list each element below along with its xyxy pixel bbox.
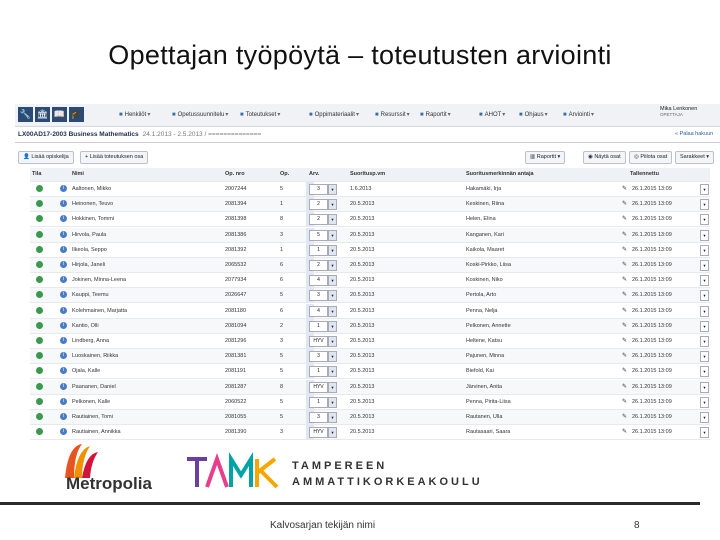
column-header[interactable]: Suoritusp.vm xyxy=(350,171,386,177)
student-name: Kolehmainen, Marjatta xyxy=(72,307,128,314)
chevron-down-icon[interactable]: ▾ xyxy=(328,275,337,286)
credits: 5 xyxy=(280,353,284,360)
row-menu-button[interactable]: ▾ xyxy=(700,245,709,256)
saved-timestamp: 26.1.2015 13:09 xyxy=(632,246,672,253)
info-icon[interactable]: i xyxy=(60,246,67,253)
tamk-name-line-1: TAMPEREEN xyxy=(292,460,388,472)
info-icon[interactable]: i xyxy=(60,215,67,222)
row-menu-button[interactable]: ▾ xyxy=(700,260,709,271)
row-menu-button[interactable]: ▾ xyxy=(700,366,709,377)
status-ok-icon xyxy=(36,413,43,420)
completion-date[interactable]: 20.5.2013 xyxy=(350,368,375,375)
reports-button[interactable]: ▥ Raportit ▾ xyxy=(525,151,565,164)
student-name: Pelkonen, Kalle xyxy=(72,398,111,405)
student-name: Ilkeola, Seppo xyxy=(72,246,107,253)
student-name: Hirjola, Janeli xyxy=(72,262,106,268)
student-number: 2081386 xyxy=(225,231,247,238)
menu-ohjaus[interactable]: ■ Ohjaus▾ xyxy=(519,112,548,118)
saved-timestamp: 26.1.2015 13:09 xyxy=(632,307,672,314)
chevron-down-icon[interactable]: ▾ xyxy=(328,260,337,271)
student-name: Kantio, Olli xyxy=(72,322,99,329)
wrench-icon[interactable]: 🔧 xyxy=(18,107,33,122)
status-ok-icon xyxy=(36,246,43,253)
status-ok-icon xyxy=(36,291,43,298)
row-menu-button[interactable]: ▾ xyxy=(700,412,709,423)
back-to-search-link[interactable]: « Palaa hakuun xyxy=(675,131,714,137)
chevron-down-icon: ▾ xyxy=(225,112,229,118)
table-row[interactable] xyxy=(30,258,710,273)
saved-timestamp: 26.1.2015 13:09 xyxy=(632,414,672,420)
student-name: Paananen, Daniel xyxy=(72,383,116,390)
student-number: 2081381 xyxy=(225,353,247,360)
grader-name[interactable]: Pelkonen, Annette xyxy=(466,322,511,329)
columns-button[interactable]: Sarakkeet ▾ xyxy=(675,151,714,164)
student-name: Ojala, Kalle xyxy=(72,368,101,375)
grader-name[interactable]: Pajunen, Minna xyxy=(466,353,505,360)
grader-name[interactable]: Heltene, Katsu xyxy=(466,338,503,344)
info-icon[interactable]: i xyxy=(60,367,67,374)
chevron-down-icon[interactable]: ▾ xyxy=(328,427,337,438)
completion-date[interactable]: 20.5.2013 xyxy=(350,429,375,436)
chevron-down-icon: ▾ xyxy=(590,112,594,118)
grader-name[interactable]: Kaikola, Maaret xyxy=(466,246,505,253)
status-ok-icon xyxy=(36,307,43,314)
table-row[interactable] xyxy=(30,243,710,258)
table-row[interactable] xyxy=(30,380,710,395)
grader-name[interactable]: Penna, Nelja xyxy=(466,307,498,314)
student-number: 2081191 xyxy=(225,368,247,375)
table-row[interactable] xyxy=(30,273,710,288)
saved-timestamp: 26.1.2015 13:09 xyxy=(632,322,672,329)
pencil-icon[interactable]: ✎ xyxy=(622,322,628,329)
row-menu-button[interactable]: ▾ xyxy=(700,351,709,362)
chevron-down-icon[interactable]: ▾ xyxy=(328,184,337,195)
credits: 6 xyxy=(280,262,284,268)
grader-name[interactable]: Järvinen, Anita xyxy=(466,383,503,390)
top-navigation-bar xyxy=(15,104,720,127)
row-menu-button[interactable]: ▾ xyxy=(700,230,709,241)
info-icon[interactable]: i xyxy=(60,291,67,298)
status-ok-icon xyxy=(36,367,43,374)
student-number: 2081180 xyxy=(225,307,247,314)
chevron-down-icon[interactable]: ▾ xyxy=(328,306,337,317)
grader-name[interactable]: Helen, Elina xyxy=(466,216,496,223)
completion-date[interactable]: 20.5.2013 xyxy=(350,307,375,314)
pencil-icon[interactable]: ✎ xyxy=(622,292,628,299)
completion-date[interactable]: 20.5.2013 xyxy=(350,231,375,238)
student-number: 2081394 xyxy=(225,201,247,208)
credits: 5 xyxy=(280,368,284,375)
grade-select[interactable]: 1 xyxy=(309,397,328,408)
add-student-button[interactable]: 👤 Lisää opiskelija xyxy=(18,151,74,164)
credits: 5 xyxy=(280,186,284,192)
grade-select[interactable]: HYV xyxy=(309,336,328,347)
table-row[interactable] xyxy=(30,425,710,440)
info-icon[interactable]: i xyxy=(60,337,67,344)
saved-timestamp: 26.1.2015 13:09 xyxy=(632,277,672,284)
row-menu-button[interactable]: ▾ xyxy=(700,427,709,438)
grader-name[interactable]: Kanganen, Kari xyxy=(466,231,504,238)
info-icon[interactable]: i xyxy=(60,398,67,405)
course-dates: 24.1.2013 - 2.5.2013 / ============== xyxy=(142,131,262,138)
grade-select[interactable]: 1 xyxy=(309,245,328,256)
pencil-icon[interactable]: ✎ xyxy=(622,307,628,314)
credits: 6 xyxy=(280,277,284,284)
user-name: Mika Lenkonen xyxy=(660,106,698,112)
credits: 8 xyxy=(280,216,284,223)
column-header[interactable]: Tila xyxy=(32,171,42,177)
implementation-icon: ■ xyxy=(240,112,244,118)
chevron-down-icon: ▾ xyxy=(355,112,359,118)
grade-select[interactable]: 2 xyxy=(309,214,328,225)
completion-date[interactable]: 20.5.2013 xyxy=(350,216,375,223)
credits: 6 xyxy=(280,307,284,314)
course-heading xyxy=(18,131,261,138)
student-name: Aaltonen, Mikko xyxy=(72,186,112,192)
table-row[interactable] xyxy=(30,364,710,379)
divider xyxy=(15,142,720,143)
student-name: Hokkinen, Tommi xyxy=(72,216,115,223)
credits: 3 xyxy=(280,338,284,344)
status-ok-icon xyxy=(36,200,43,207)
table-row[interactable] xyxy=(30,395,710,410)
row-menu-button[interactable]: ▾ xyxy=(700,306,709,317)
hide-parts-button[interactable]: ◎ Piilota osat xyxy=(629,151,672,164)
chevron-down-icon[interactable]: ▾ xyxy=(328,336,337,347)
row-menu-button[interactable]: ▾ xyxy=(700,290,709,301)
credits: 1 xyxy=(280,246,284,253)
column-header[interactable]: Tallennettu xyxy=(630,171,659,177)
credits: 3 xyxy=(280,429,284,436)
info-icon[interactable]: i xyxy=(60,322,67,329)
guidance-icon: ■ xyxy=(519,112,523,118)
chevron-down-icon[interactable]: ▾ xyxy=(328,230,337,241)
chevron-down-icon[interactable]: ▾ xyxy=(328,321,337,332)
column-header[interactable]: Op. nro xyxy=(225,171,245,177)
metropolia-wordmark: Metropolia xyxy=(66,474,152,493)
completion-date[interactable]: 1.6.2013 xyxy=(350,186,372,192)
menu-toteutukset[interactable]: ■ Toteutukset▾ xyxy=(240,112,281,118)
student-name: Kauppi, Teemu xyxy=(72,292,109,299)
pencil-icon[interactable]: ✎ xyxy=(622,277,628,284)
student-number: 2060522 xyxy=(225,398,247,405)
tamk-logo xyxy=(185,455,285,495)
status-ok-icon xyxy=(36,276,43,283)
footer-divider xyxy=(0,502,700,505)
info-icon[interactable]: i xyxy=(60,428,67,435)
menu-henkilöt[interactable]: ■ Henkilöt▾ xyxy=(119,112,151,118)
plus-icon: + xyxy=(85,154,90,160)
row-menu-button[interactable]: ▾ xyxy=(700,214,709,225)
grade-select[interactable]: 1 xyxy=(309,366,328,377)
graduation-icon[interactable]: 🎓 xyxy=(69,107,84,122)
student-number: 2081398 xyxy=(225,216,247,223)
completion-date[interactable]: 20.5.2013 xyxy=(350,246,375,253)
grader-name[interactable]: Keskinen, Riina xyxy=(466,201,505,208)
saved-timestamp: 26.1.2015 13:09 xyxy=(632,186,672,192)
status-ok-icon xyxy=(36,383,43,390)
completion-date[interactable]: 20.5.2013 xyxy=(350,262,375,268)
student-name: Luoskainen, Riikka xyxy=(72,353,119,360)
chevron-down-icon[interactable]: ▾ xyxy=(328,214,337,225)
chevron-down-icon: ▾ xyxy=(406,112,410,118)
grader-name[interactable]: Biefold, Kai xyxy=(466,368,494,375)
saved-timestamp: 26.1.2015 13:09 xyxy=(632,338,672,344)
resources-icon: ■ xyxy=(375,112,379,118)
grade-select[interactable]: 2 xyxy=(309,199,328,210)
student-name: Rautiainen, Tomi xyxy=(72,414,113,420)
info-icon[interactable]: i xyxy=(60,413,67,420)
credits: 3 xyxy=(280,231,284,238)
user-info[interactable] xyxy=(660,106,718,124)
eye-icon: ◉ xyxy=(588,154,595,160)
grader-name[interactable]: Pertola, Arto xyxy=(466,292,497,299)
table-header xyxy=(30,168,710,182)
building-icon[interactable]: 🏛 xyxy=(35,107,50,122)
curriculum-icon: ■ xyxy=(172,112,176,118)
menu-arviointi[interactable]: ■ Arviointi▾ xyxy=(563,112,594,118)
completion-date[interactable]: 20.5.2013 xyxy=(350,353,375,360)
info-icon[interactable]: i xyxy=(60,276,67,283)
chevron-down-icon[interactable]: ▾ xyxy=(328,245,337,256)
tamk-mark-icon xyxy=(185,455,285,491)
column-header[interactable]: Arv. xyxy=(309,171,320,177)
saved-timestamp: 26.1.2015 13:09 xyxy=(632,353,672,360)
credits: 2 xyxy=(280,322,284,329)
status-ok-icon xyxy=(36,231,43,238)
pencil-icon[interactable]: ✎ xyxy=(622,429,628,436)
row-menu-button[interactable]: ▾ xyxy=(700,184,709,195)
grade-select[interactable]: 3 xyxy=(309,290,328,301)
chevron-down-icon[interactable]: ▾ xyxy=(328,366,337,377)
menu-resurssit[interactable]: ■ Resurssit▾ xyxy=(375,112,410,118)
saved-timestamp: 26.1.2015 13:09 xyxy=(632,216,672,223)
student-number: 2081094 xyxy=(225,322,247,329)
row-menu-button[interactable]: ▾ xyxy=(700,275,709,286)
menu-raportit[interactable]: ■ Raportit▾ xyxy=(420,112,451,118)
student-number: 2026647 xyxy=(225,292,247,299)
pencil-icon[interactable]: ✎ xyxy=(622,368,628,375)
credits: 5 xyxy=(280,414,284,420)
status-ok-icon xyxy=(36,322,43,329)
menu-ahot[interactable]: ■ AHOT▾ xyxy=(479,112,506,118)
saved-timestamp: 26.1.2015 13:09 xyxy=(632,429,672,436)
student-number: 2081392 xyxy=(225,246,247,253)
pencil-icon[interactable]: ✎ xyxy=(622,246,628,253)
show-parts-button[interactable]: ◉ Näytä osat xyxy=(583,151,626,164)
grading-icon: ■ xyxy=(563,112,567,118)
saved-timestamp: 26.1.2015 13:09 xyxy=(632,262,672,268)
chevron-down-icon[interactable]: ▾ xyxy=(328,412,337,423)
grade-select[interactable]: 3 xyxy=(309,351,328,362)
chevron-down-icon: ▾ xyxy=(704,154,710,160)
row-menu-button[interactable]: ▾ xyxy=(700,199,709,210)
student-name: Rautiainen, Annikka xyxy=(72,429,121,436)
column-header[interactable]: Op. xyxy=(280,171,290,177)
student-number: 2077934 xyxy=(225,277,247,284)
chevron-down-icon[interactable]: ▾ xyxy=(328,351,337,362)
completion-date[interactable]: 20.5.2013 xyxy=(350,338,375,344)
chevron-down-icon: ▾ xyxy=(502,112,506,118)
menu-oppimateriaalit[interactable]: ■ Oppimateriaalit▾ xyxy=(309,112,359,118)
credits: 1 xyxy=(280,201,284,208)
pencil-icon[interactable]: ✎ xyxy=(622,414,628,420)
completion-date[interactable]: 20.5.2013 xyxy=(350,292,375,299)
student-name: Heinonen, Teuvo xyxy=(72,201,114,208)
tamk-name-line-2: AMMATTIKORKEAKOULU xyxy=(292,476,483,488)
reports-icon: ■ xyxy=(420,112,424,118)
completion-date[interactable]: 20.5.2013 xyxy=(350,322,375,329)
table-row[interactable] xyxy=(30,288,710,303)
completion-date[interactable]: 20.5.2013 xyxy=(350,414,375,420)
slide-title: Opettajan työpöytä – toteutusten arviointi xyxy=(108,40,612,70)
saved-timestamp: 26.1.2015 13:09 xyxy=(632,231,672,238)
pencil-icon[interactable]: ✎ xyxy=(622,353,628,360)
ahot-icon: ■ xyxy=(479,112,483,118)
saved-timestamp: 26.1.2015 13:09 xyxy=(632,398,672,405)
chevron-down-icon: ▾ xyxy=(447,112,451,118)
chevron-down-icon[interactable]: ▾ xyxy=(328,382,337,393)
grade-select[interactable]: 5 xyxy=(309,230,328,241)
table-row[interactable] xyxy=(30,334,710,349)
materials-icon: ■ xyxy=(309,112,313,118)
table-row[interactable] xyxy=(30,319,710,334)
table-row[interactable] xyxy=(30,182,710,197)
info-icon[interactable]: i xyxy=(60,383,67,390)
status-ok-icon xyxy=(36,215,43,222)
pencil-icon[interactable]: ✎ xyxy=(622,216,628,223)
grader-name[interactable]: Koski-Pirkko, Liisa xyxy=(466,262,511,268)
chevron-down-icon: ▾ xyxy=(147,112,151,118)
student-number: 2081055 xyxy=(225,414,247,420)
chart-icon: ▥ xyxy=(530,154,537,160)
row-menu-button[interactable]: ▾ xyxy=(700,321,709,332)
info-icon[interactable]: i xyxy=(60,261,67,268)
column-header[interactable]: Nimi xyxy=(72,171,84,177)
status-ok-icon xyxy=(36,398,43,405)
grade-select[interactable]: 4 xyxy=(309,275,328,286)
chevron-down-icon[interactable]: ▾ xyxy=(328,290,337,301)
chevron-down-icon: ▾ xyxy=(277,112,281,118)
app-screenshot xyxy=(15,104,720,436)
chevron-down-icon[interactable]: ▾ xyxy=(328,397,337,408)
pencil-icon[interactable]: ✎ xyxy=(622,231,628,238)
chevron-down-icon[interactable]: ▾ xyxy=(328,199,337,210)
completion-date[interactable]: 20.5.2013 xyxy=(350,201,375,208)
chevron-down-icon: ▾ xyxy=(556,154,561,160)
eye-off-icon: ◎ xyxy=(634,154,641,160)
status-ok-icon xyxy=(36,261,43,268)
chevron-down-icon: ▾ xyxy=(544,112,548,118)
menu-opetussuunnitelu[interactable]: ■ Opetussuunnitelu▾ xyxy=(172,112,229,118)
add-user-icon: 👤 xyxy=(23,154,32,160)
page-number: 8 xyxy=(634,520,640,531)
student-number: 2081296 xyxy=(225,338,247,344)
table-row[interactable] xyxy=(30,304,710,319)
student-number: 2065532 xyxy=(225,262,247,268)
saved-timestamp: 26.1.2015 13:09 xyxy=(632,368,672,375)
student-number: 2081390 xyxy=(225,429,247,436)
grade-select[interactable]: HYV xyxy=(309,382,328,393)
status-ok-icon xyxy=(36,337,43,344)
grade-select[interactable]: HYV xyxy=(309,427,328,438)
users-icon: ■ xyxy=(119,112,123,118)
info-icon[interactable]: i xyxy=(60,185,67,192)
footer-author: Kalvosarjan tekijän nimi xyxy=(270,520,376,531)
book-icon[interactable]: 📖 xyxy=(52,107,67,122)
grade-select[interactable]: 3 xyxy=(309,412,328,423)
student-number: 2081287 xyxy=(225,383,247,390)
status-ok-icon xyxy=(36,185,43,192)
status-ok-icon xyxy=(36,352,43,359)
row-menu-button[interactable]: ▾ xyxy=(700,397,709,408)
table-row[interactable] xyxy=(30,212,710,227)
saved-timestamp: 26.1.2015 13:09 xyxy=(632,201,672,208)
grader-name[interactable]: Rautanen, Ulla xyxy=(466,414,503,420)
student-name: Lindberg, Anna xyxy=(72,338,110,344)
grader-name[interactable]: Penna, Pirita-Liisa xyxy=(466,398,511,405)
grade-select[interactable]: 4 xyxy=(309,306,328,317)
row-menu-button[interactable]: ▾ xyxy=(700,336,709,347)
add-implementation-part-button[interactable]: + Lisää toteutuksen osa xyxy=(80,151,148,164)
column-header[interactable]: Suoritusmerkinnän antaja xyxy=(466,171,534,177)
credits: 8 xyxy=(280,383,284,390)
info-icon[interactable]: i xyxy=(60,352,67,359)
info-icon[interactable]: i xyxy=(60,231,67,238)
pencil-icon[interactable]: ✎ xyxy=(622,186,628,192)
pencil-icon[interactable]: ✎ xyxy=(622,338,628,344)
grader-name[interactable]: Hakamäki, Irja xyxy=(466,186,502,192)
course-title: LX00AD17-2003 Business Mathematics xyxy=(18,131,139,138)
completion-date[interactable]: 20.5.2013 xyxy=(350,277,375,284)
table-row[interactable] xyxy=(30,197,710,212)
pencil-icon[interactable]: ✎ xyxy=(622,201,628,208)
grade-select[interactable]: 3 xyxy=(309,184,328,195)
pencil-icon[interactable]: ✎ xyxy=(622,383,628,390)
saved-timestamp: 26.1.2015 13:09 xyxy=(632,383,672,390)
student-number: 2007244 xyxy=(225,186,247,192)
info-icon[interactable]: i xyxy=(60,200,67,207)
completion-date[interactable]: 20.5.2013 xyxy=(350,398,375,405)
pencil-icon[interactable]: ✎ xyxy=(622,262,628,268)
grader-name[interactable]: Koskinen, Niko xyxy=(466,277,503,284)
student-name: Jokinen, Minna-Leena xyxy=(72,277,127,284)
grader-name[interactable]: Rautasaari, Saara xyxy=(466,429,511,436)
grade-select[interactable]: 2 xyxy=(309,260,328,271)
completion-date[interactable]: 20.5.2013 xyxy=(350,383,375,390)
info-icon[interactable]: i xyxy=(60,307,67,314)
table-row[interactable] xyxy=(30,228,710,243)
grade-select[interactable]: 1 xyxy=(309,321,328,332)
row-menu-button[interactable]: ▾ xyxy=(700,382,709,393)
credits: 5 xyxy=(280,292,284,299)
table-row[interactable] xyxy=(30,410,710,425)
pencil-icon[interactable]: ✎ xyxy=(622,398,628,405)
student-name: Hirvola, Paula xyxy=(72,231,107,238)
user-role: OPETTAJA xyxy=(660,112,683,117)
credits: 5 xyxy=(280,398,284,405)
status-ok-icon xyxy=(36,428,43,435)
saved-timestamp: 26.1.2015 13:09 xyxy=(632,292,672,299)
table-row[interactable] xyxy=(30,349,710,364)
